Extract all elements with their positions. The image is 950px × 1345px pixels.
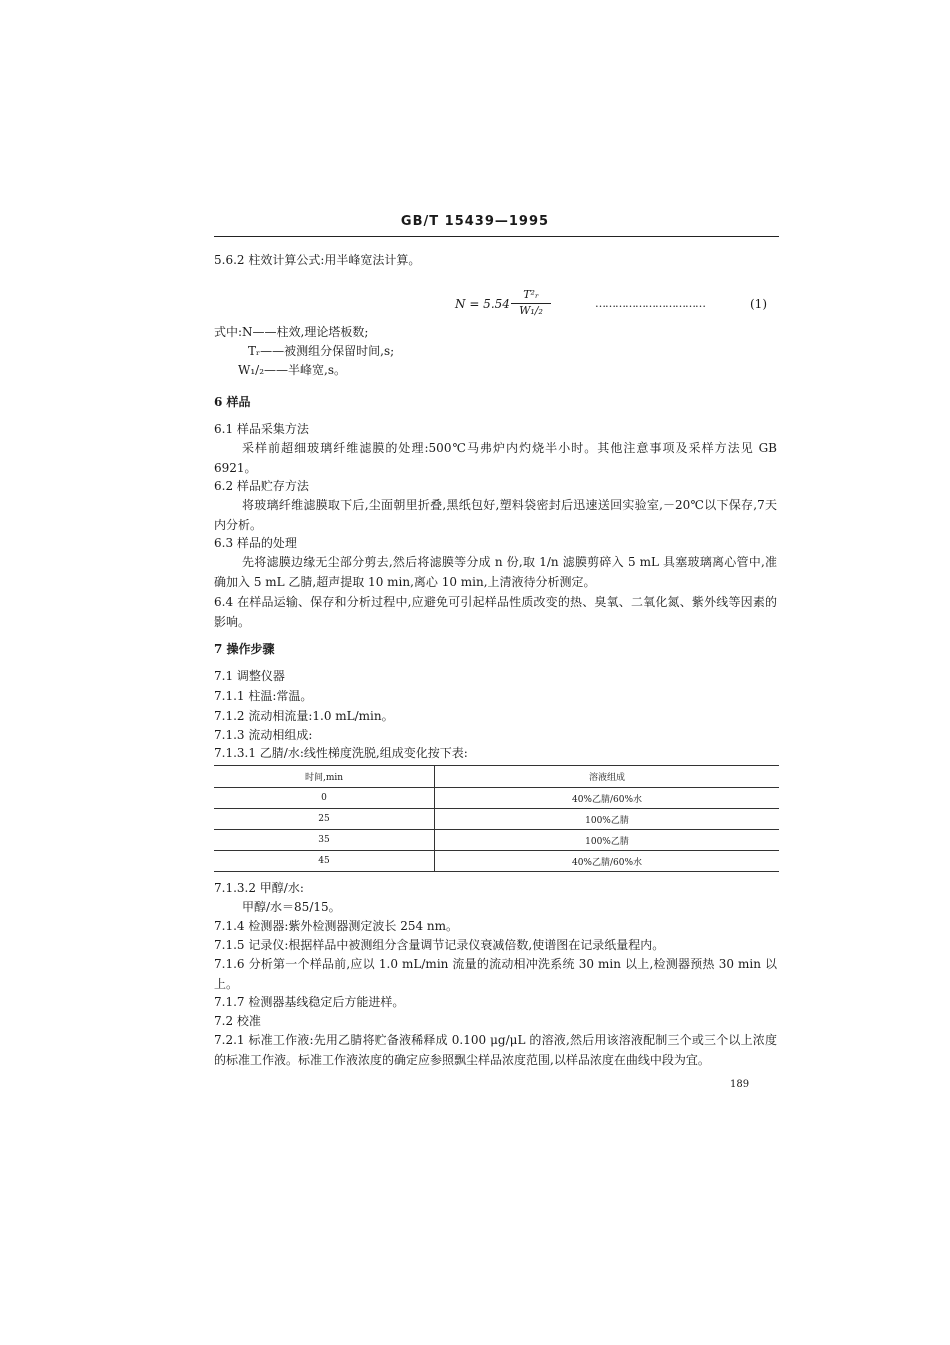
where-line-1: 式中:N——柱效,理论塔板数;	[214, 325, 369, 339]
formula-leader-dots: ……………………………	[595, 297, 705, 310]
standard-header: GB/T 15439—1995	[400, 214, 550, 229]
section-7-1-5: 7.1.5 记录仪:根据样品中被测组分含量调节记录仪衰减倍数,使谱图在记录纸量程内。	[214, 938, 665, 952]
table-header-time: 时间,min	[214, 766, 435, 788]
section-7-1-1: 7.1.1 柱温:常温。	[214, 689, 313, 703]
table-cell-time: 25	[214, 809, 435, 830]
gradient-table	[214, 765, 779, 872]
table-cell-composition: 40%乙腈/60%水	[435, 851, 780, 872]
section-6-1-text: 采样前超细玻璃纤维滤膜的处理:500℃马弗炉内灼烧半小时。其他注意事项及采样方法见 GB 6921。	[214, 441, 777, 475]
section-7-1-3-1: 7.1.3.1 乙腈/水:线性梯度洗脱,组成变化按下表:	[214, 746, 468, 760]
where-line-2: Tᵣ——被测组分保留时间,s;	[248, 344, 395, 358]
table-cell-time: 45	[214, 851, 435, 872]
formula-fraction	[511, 288, 551, 318]
formula-denominator: W₁/₂	[519, 304, 543, 317]
section-6-2-title: 6.2 样品贮存方法	[214, 479, 309, 493]
section-6-4-text: 6.4 在样品运输、保存和分析过程中,应避免可引起样品性质改变的热、臭氧、二氧化氮、紫外线等因素的影响。	[214, 595, 777, 629]
page-number: 189	[730, 1079, 750, 1090]
formula-number: (1)	[750, 297, 767, 311]
table-header-row	[214, 766, 779, 788]
section-7-1-7: 7.1.7 检测器基线稳定后方能进样。	[214, 995, 405, 1009]
table-header-composition: 溶液组成	[435, 766, 780, 788]
table-cell-time: 35	[214, 830, 435, 851]
table-row	[214, 788, 779, 809]
section-6-3-title: 6.3 样品的处理	[214, 536, 297, 550]
section-7-1-4: 7.1.4 检测器:紫外检测器测定波长 254 nm。	[214, 919, 459, 933]
formula-lhs: N = 5.54	[455, 297, 510, 311]
section-7-1-2: 7.1.2 流动相流量:1.0 mL/min。	[214, 709, 394, 723]
section-6-title: 6 样品	[214, 395, 251, 409]
section-7-2-1: 7.2.1 标准工作液:先用乙腈将贮备液稀释成 0.100 μg/μL 的溶液,然后用该溶液配制三个或三个以上浓度的标准工作液。标准工作液浓度的确定应参照飘尘样品浓度范围,以样品浓度在曲线中段为宜。	[214, 1033, 777, 1067]
where-line-3: W₁/₂——半峰宽,s。	[238, 363, 346, 377]
section-6-1-title: 6.1 样品采集方法	[214, 422, 309, 436]
section-7-1-3: 7.1.3 流动相组成:	[214, 728, 313, 742]
section-7-1-3-2: 7.1.3.2 甲醇/水:	[214, 881, 304, 895]
section-7-1-3-2-text: 甲醇/水＝85/15。	[242, 900, 341, 914]
section-5-6-2-title: 5.6.2 柱效计算公式:用半峰宽法计算。	[214, 253, 421, 267]
header-rule	[214, 236, 779, 237]
table-cell-time: 0	[214, 788, 435, 809]
formula-numerator: T²ᵣ	[511, 288, 551, 304]
section-7-1-6: 7.1.6 分析第一个样品前,应以 1.0 mL/min 流量的流动相冲洗系统 30 min 以上,检测器预热 30 min 以上。	[214, 957, 777, 991]
section-7-1: 7.1 调整仪器	[214, 669, 285, 683]
section-7-title: 7 操作步骤	[214, 642, 275, 656]
table-cell-composition: 100%乙腈	[435, 809, 780, 830]
table-row	[214, 851, 779, 872]
table-cell-composition: 100%乙腈	[435, 830, 780, 851]
table-row	[214, 830, 779, 851]
table-cell-composition: 40%乙腈/60%水	[435, 788, 780, 809]
section-6-2-text: 将玻璃纤维滤膜取下后,尘面朝里折叠,黑纸包好,塑料袋密封后迅速送回实验室,－20℃以下保存,7天内分析。	[214, 498, 777, 532]
section-7-2: 7.2 校准	[214, 1014, 261, 1028]
section-6-3-text: 先将滤膜边缘无尘部分剪去,然后将滤膜等分成 n 份,取 1/n 滤膜剪碎入 5 mL 具塞玻璃离心管中,准确加入 5 mL 乙腈,超声提取 10 min,离心 10 min,上清液待分析测定。	[214, 555, 777, 589]
table-row	[214, 809, 779, 830]
